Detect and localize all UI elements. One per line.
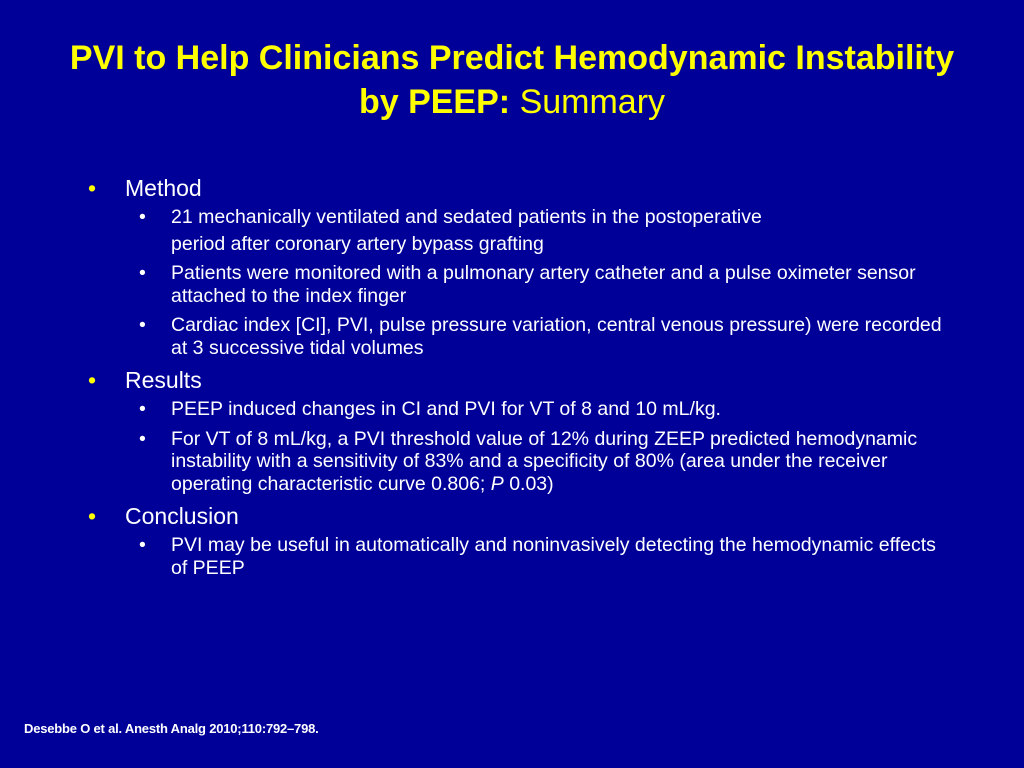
section-heading <box>88 502 948 530</box>
section-heading <box>88 366 948 394</box>
list-item-text: PVI may be useful in automatically and noninvasively detecting the hemodynamic effects of PEEP <box>171 534 936 579</box>
section-method <box>88 174 948 359</box>
bullet-icon: • <box>139 262 146 284</box>
list-item <box>125 428 948 496</box>
section-conclusion <box>88 502 948 579</box>
bullet-icon: • <box>88 175 97 201</box>
bullet-icon: • <box>139 534 146 556</box>
list-item <box>125 534 948 579</box>
bullet-icon: • <box>139 206 146 228</box>
section-heading-text: Conclusion <box>125 503 239 529</box>
bullet-icon: • <box>139 427 146 450</box>
section-heading <box>88 174 948 202</box>
title-normal-text: Summary <box>519 83 666 121</box>
list-item <box>125 314 948 359</box>
list-item-text: 21 mechanically ventilated and sedated patients in the postoperative <box>171 206 762 228</box>
bullet-icon: • <box>139 398 146 420</box>
list-item-text: Patients were monitored with a pulmonary artery catheter and a pulse oximeter sensor attached to the index finger <box>171 262 916 307</box>
p-label: P <box>490 472 504 495</box>
list-item <box>125 262 948 307</box>
list-item-text: PEEP induced changes in CI and PVI for VT of 8 and 10 mL/kg. <box>171 398 721 420</box>
title-bold-text: PVI to Help Clinicians Predict Hemodynamic Instability by PEEP: <box>69 39 955 121</box>
list-item-text: For VT of 8 mL/kg, a PVI threshold value of 12% during ZEEP predicted hemodynamic instability with a sensitivity of 83% and a specificity of 80% (area under the receiver operating characteristic curve 0.806; <box>171 427 918 495</box>
bullet-icon: • <box>139 314 146 336</box>
p-value: 0.03) <box>509 472 554 495</box>
list-item-continuation: period after coronary artery bypass grafting <box>171 232 544 255</box>
bullet-icon: • <box>88 503 97 529</box>
citation-footer: Desebbe O et al. Anesth Analg 2010;110:792–798. <box>24 721 319 736</box>
section-results <box>88 366 948 495</box>
bullet-icon: • <box>88 367 97 393</box>
list-item-text: Cardiac index [CI], PVI, pulse pressure variation, central venous pressure) were recorded at 3 successive tidal volumes <box>171 314 942 359</box>
section-heading-text: Results <box>125 367 202 393</box>
slide-body <box>88 174 948 586</box>
slide-title <box>60 36 964 124</box>
list-item <box>125 206 948 229</box>
list-item <box>125 398 948 421</box>
section-heading-text: Method <box>125 175 202 201</box>
